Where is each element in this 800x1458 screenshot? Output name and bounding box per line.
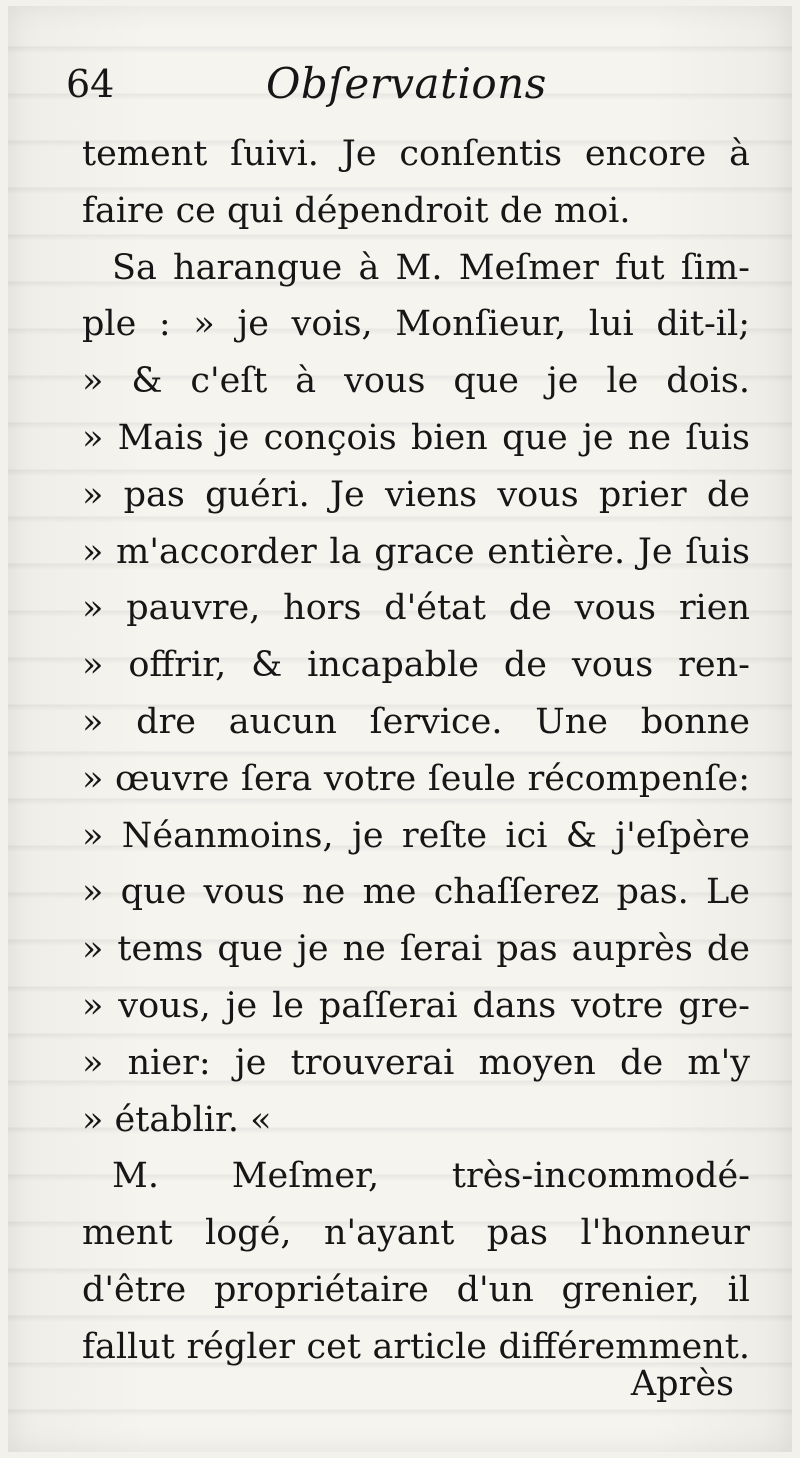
text-line: » offrir, & incapable de vous ren- [82,645,750,686]
page-number: 64 [66,62,115,106]
text-line: » vous, je le paſſerai dans votre gre- [82,985,750,1026]
text-line: » œuvre ſera votre ſeule récompenſe: [82,758,750,799]
text-line: » dre aucun ſervice. Une bonne [82,701,750,742]
text-line: » & c'eſt à vous que je le dois. [82,361,750,402]
text-line: » pauvre, hors d'état de vous rien [82,588,750,629]
text-line: tement ſuivi. Je conſentis encore à [82,134,750,174]
text-line: faire ce qui dépendroit de moi. [82,190,631,231]
book-page [8,6,792,1452]
body-text [82,126,750,1376]
text-line: d'être propriétaire d'un grenier, il [82,1269,750,1310]
text-line: » Mais je conçois bien que je ne ſuis [82,417,750,458]
text-line: » que vous ne me chaſſerez pas. Le [82,872,750,913]
text-line: ment logé, n'ayant pas l'honneur [82,1213,750,1254]
text-line: M. Meſmer, très-incommodé- [112,1156,750,1197]
text-line: » m'accorder la grace entière. Je ſuis [82,531,750,572]
text-line: Sa harangue à M. Meſmer fut ſim- [112,247,750,288]
page-header [66,58,746,118]
catchword: Après [630,1364,734,1404]
text-line: fallut régler cet article différemment. [82,1326,750,1367]
text-line: » Néanmoins, je reſte ici & j'eſpère [82,815,750,856]
text-line: » tems que je ne ſerai pas auprès de [82,929,750,970]
text-line: » nier: je trouverai moyen de m'y [82,1042,750,1083]
text-line: » établir. « [82,1099,272,1140]
running-title: Obſervations [266,59,547,108]
text-line: ple : » je vois, Monſieur, lui dit-il; [82,304,750,345]
text-line: » pas guéri. Je viens vous prier de [82,474,750,515]
